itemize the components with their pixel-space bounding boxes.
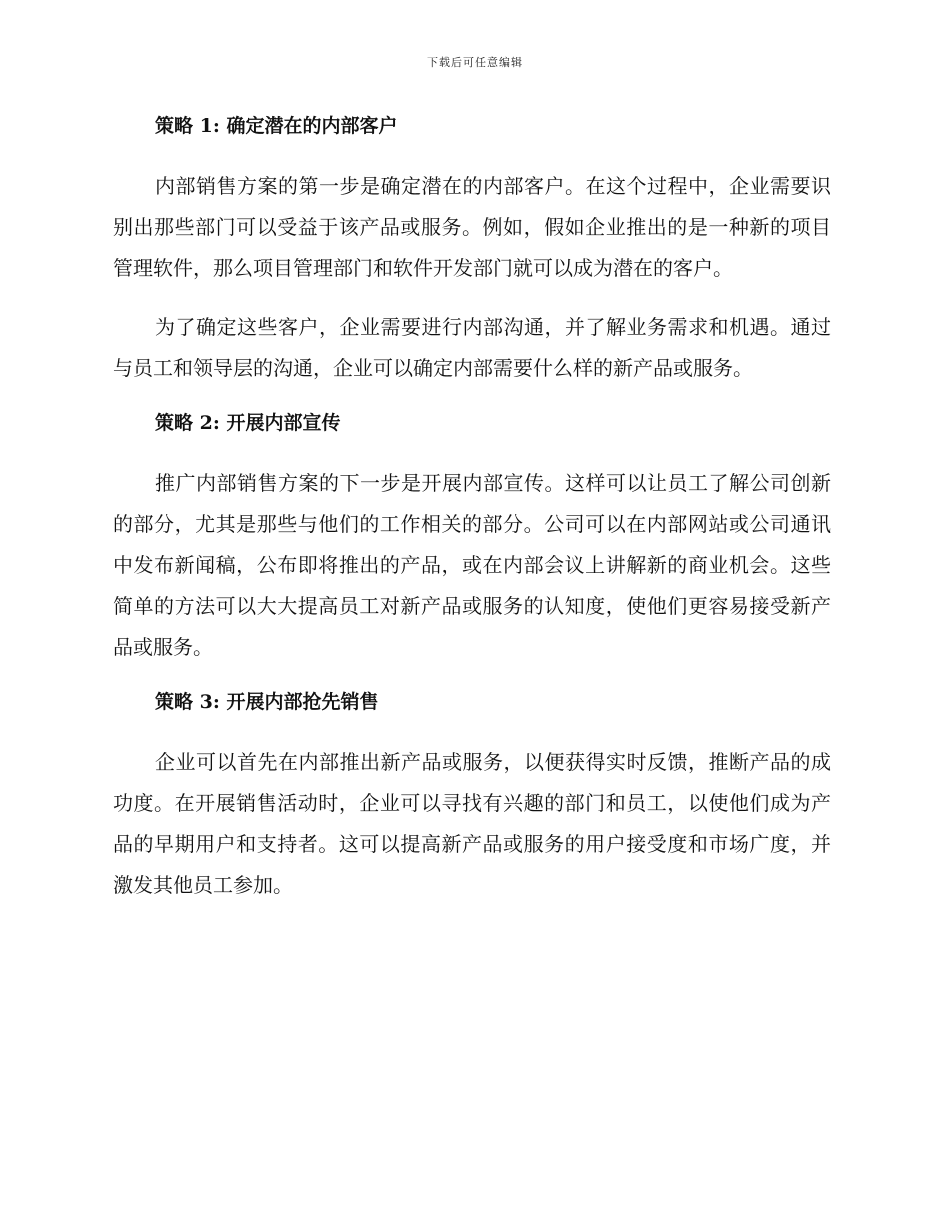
section-heading: 策略 2: 开展内部宣传 <box>155 412 341 434</box>
paragraph: 企业可以首先在内部推出新产品或服务，以便获得实时反馈，推断产品的成功度。在开展销售活动时，企业可以寻找有兴趣的部门和员工，以使他们成为产品的早期用户和支持者。这可以提高新产品或服务的用户接受度和市场广度，并激发其他员工参加。 <box>113 750 831 897</box>
section-heading: 策略 1: 确定潜在的内部客户 <box>155 115 398 137</box>
document-body <box>113 110 831 924</box>
section-strategy-2 <box>113 407 831 668</box>
paragraph: 为了确定这些客户，企业需要进行内部沟通，并了解业务需求和机遇。通过与员工和领导层的沟通，企业可以确定内部需要什么样的新产品或服务。 <box>113 315 831 380</box>
paragraph: 内部销售方案的第一步是确定潜在的内部客户。在这个过程中，企业需要识别出那些部门可以受益于该产品或服务。例如，假如企业推出的是一种新的项目管理软件，那么项目管理部门和软件开发部门就可以成为潜在的客户。 <box>113 174 831 280</box>
section-strategy-3 <box>113 686 831 906</box>
paragraph: 推广内部销售方案的下一步是开展内部宣传。这样可以让员工了解公司创新的部分，尤其是那些与他们的工作相关的部分。公司可以在内部网站或公司通讯中发布新闻稿，公布即将推出的产品，或在内部会议上讲解新的商业机会。这些简单的方法可以大大提高员工对新产品或服务的认知度，使他们更容易接受新产品或服务。 <box>113 471 831 659</box>
header-note: 下载后可任意编辑 <box>427 56 523 69</box>
section-heading: 策略 3: 开展内部抢先销售 <box>155 691 379 713</box>
section-strategy-1 <box>113 110 831 389</box>
